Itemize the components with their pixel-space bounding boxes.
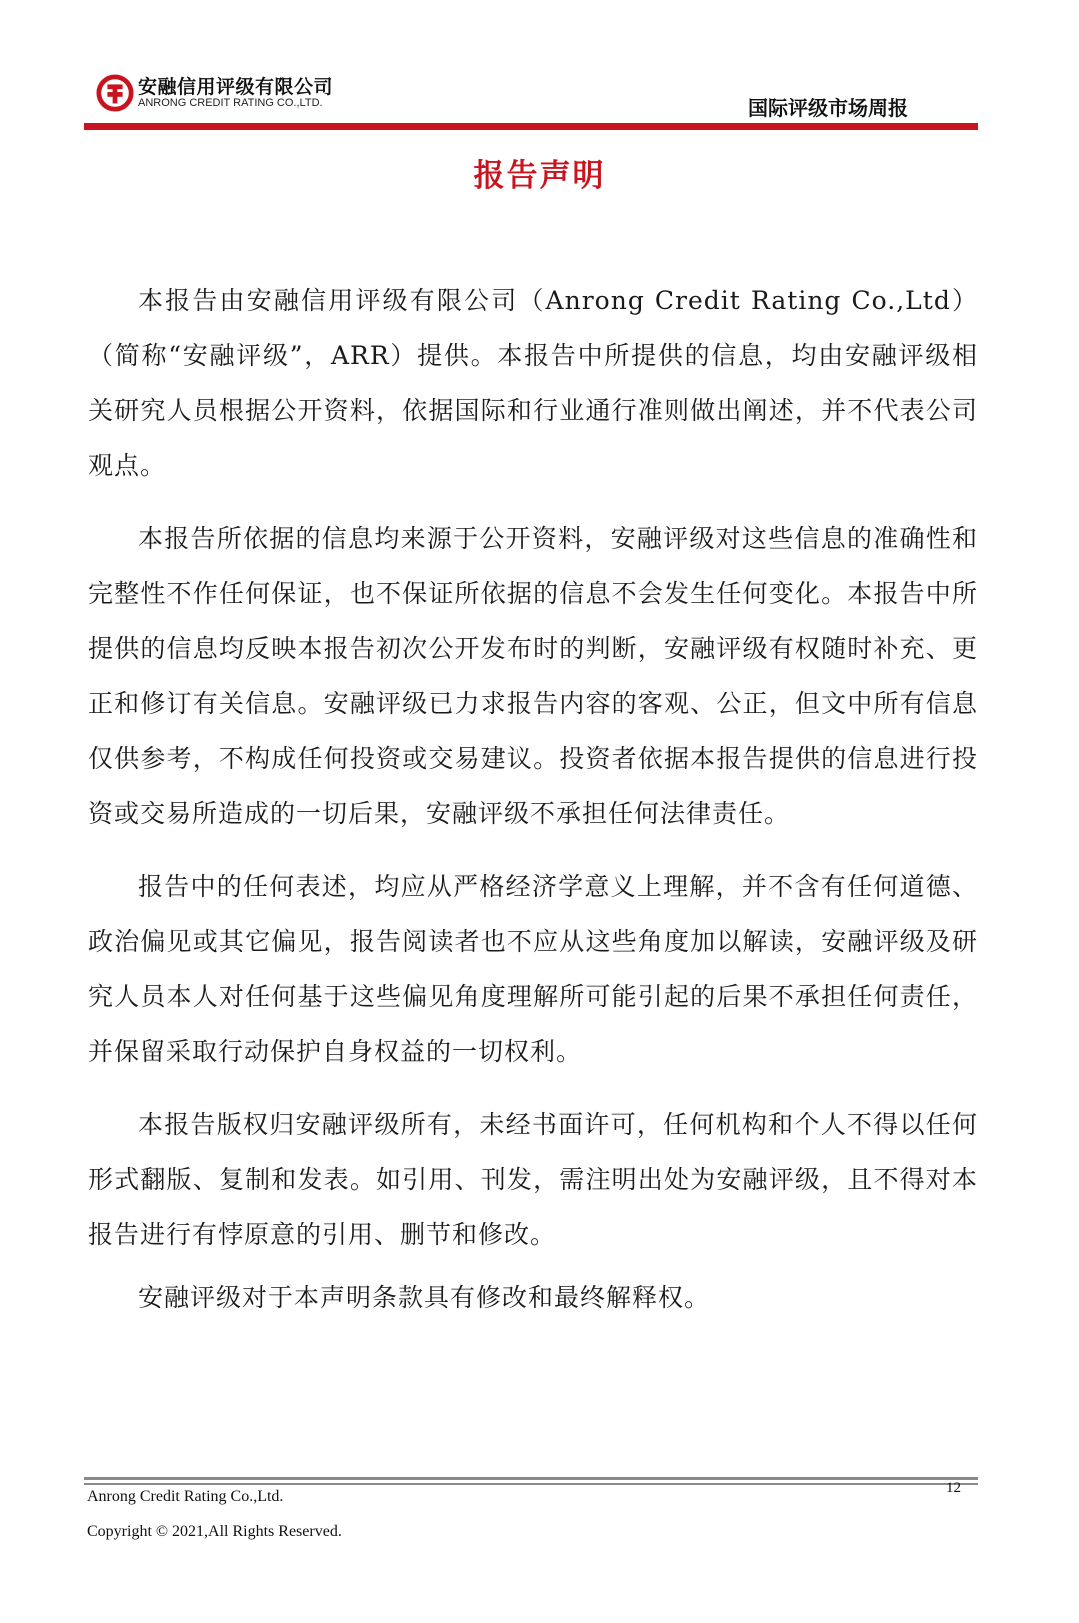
statement-paragraph: 本报告版权归安融评级所有，未经书面许可，任何机构和个人不得以任何形式翻版、复制和发表。如引用、刊发，需注明出处为安融评级，且不得对本报告进行有悖原意的引用、删节和修改。 [88, 1110, 978, 1249]
company-name-cn: 安融信用评级有限公司 [138, 76, 334, 98]
footer-divider-secondary [84, 1483, 978, 1485]
statement-paragraph: 本报告由安融信用评级有限公司（Anrong Credit Rating Co.,Ltd）（简称“安融评级”，ARR）提供。本报告中所提供的信息，均由安融评级相关研究人员根据公开资料，依据国际和行业通行准则做出阐述，并不代表公司观点。 [88, 286, 978, 480]
footer-company: Anrong Credit Rating Co.,Ltd. [87, 1488, 284, 1505]
company-name-en: ANRONG CREDIT RATING CO.,LTD. [138, 97, 323, 109]
header-divider [84, 123, 978, 130]
page-number: 12 [946, 1480, 961, 1496]
page-header [84, 68, 978, 130]
anrong-logo-icon [96, 74, 134, 112]
statement-paragraph: 本报告所依据的信息均来源于公开资料，安融评级对这些信息的准确性和完整性不作任何保证，也不保证所依据的信息不会发生任何变化。本报告中所提供的信息均反映本报告初次公开发布时的判断，安融评级有权随时补充、更正和修订有关信息。安融评级已力求报告内容的客观、公正，但文中所有信息仅供参考，不构成任何投资或交易建议。投资者依据本报告提供的信息进行投资或交易所造成的一切后果，安融评级不承担任何法律责任。 [88, 524, 978, 828]
statement-paragraph: 安融评级对于本声明条款具有修改和最终解释权。 [138, 1283, 711, 1312]
report-series-title: 国际评级市场周报 [748, 96, 908, 120]
statement-paragraph: 报告中的任何表述，均应从严格经济学意义上理解，并不含有任何道德、政治偏见或其它偏见，报告阅读者也不应从这些角度加以解读，安融评级及研究人员本人对任何基于这些偏见角度理解所可能引起的后果不承担任何责任，并保留采取行动保护自身权益的一切权利。 [88, 872, 978, 1066]
footer-copyright: Copyright © 2021,All Rights Reserved. [87, 1523, 342, 1540]
statement-body [88, 273, 978, 1343]
footer-divider [84, 1477, 978, 1480]
page-title: 报告声明 [473, 158, 606, 194]
